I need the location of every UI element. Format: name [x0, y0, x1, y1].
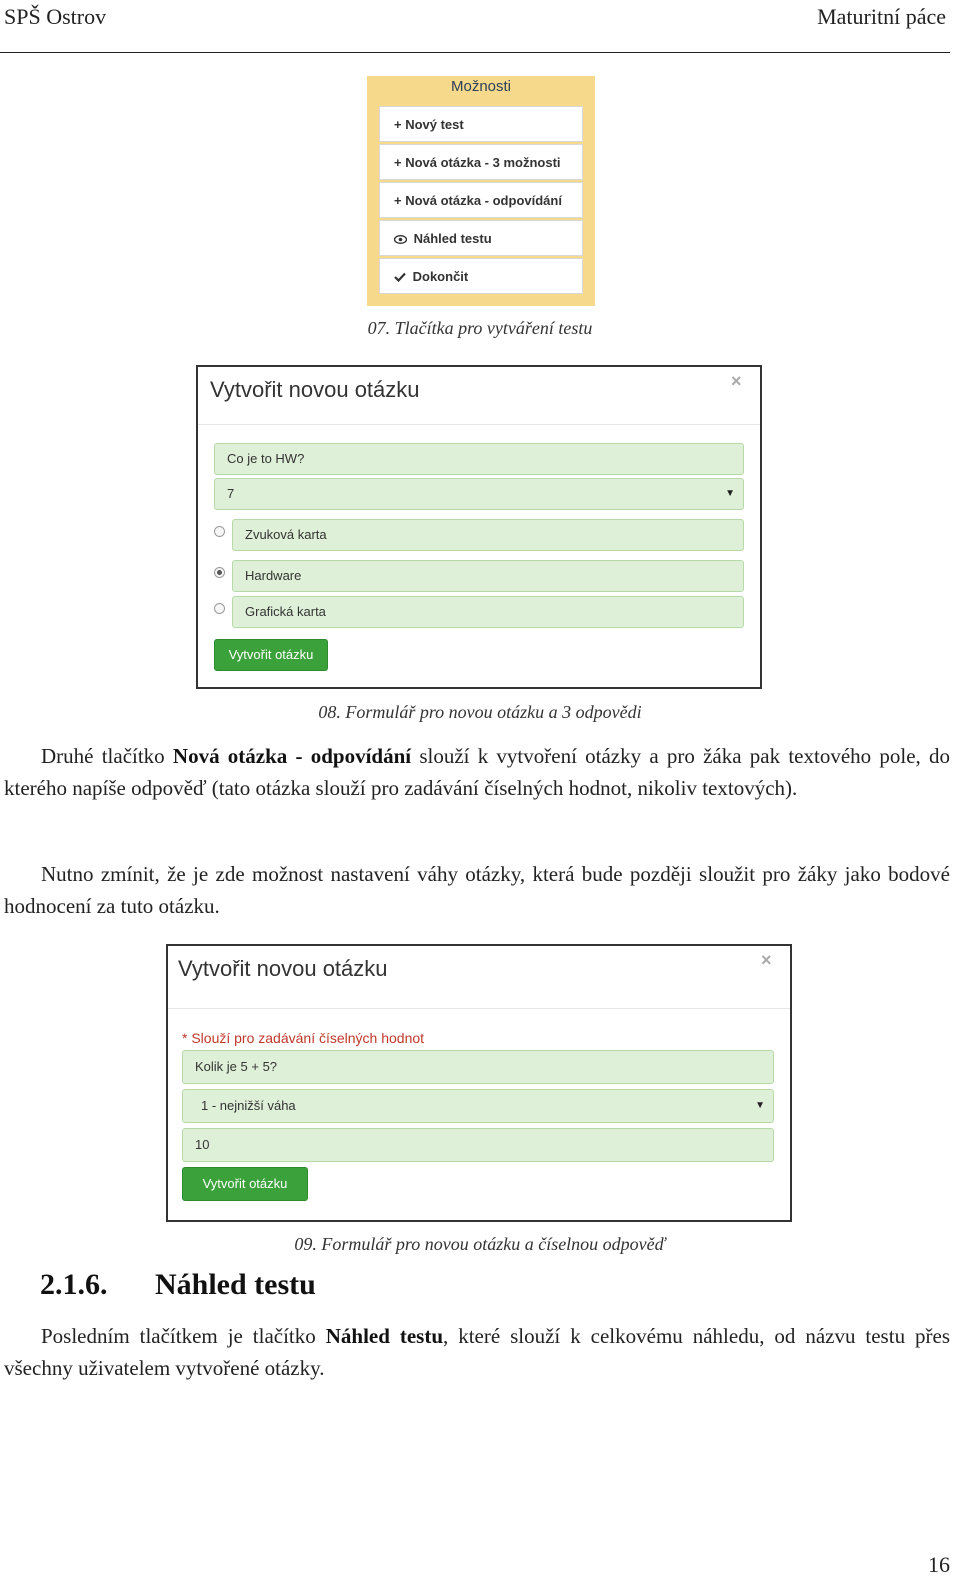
weight-select-value: 7 [227, 486, 235, 501]
question-input[interactable]: Kolik je 5 + 5? [182, 1050, 774, 1084]
question-input[interactable]: Co je to HW? [214, 443, 744, 475]
paragraph-3-start: Posledním tlačítkem je tlačítko [41, 1324, 326, 1348]
paragraph-3-end: , které slouží k celkovému náhledu, od názvu testu přes všechny uživatelem vytvořené otázky. [4, 1324, 950, 1380]
preview-test-label: Náhled testu [413, 231, 492, 246]
new-question-modal-1 [196, 365, 762, 689]
preview-test-button[interactable] [379, 220, 583, 256]
answer-2-input[interactable]: Hardware [232, 560, 744, 592]
weight-select[interactable] [182, 1089, 774, 1123]
paragraph-3 [4, 1320, 950, 1384]
new-test-label: + Nový test [394, 117, 464, 132]
answer-3-radio[interactable] [214, 603, 225, 614]
caption-08: 08. Formulář pro novou otázku a 3 odpovědi [318, 702, 642, 722]
weight-select[interactable] [214, 478, 744, 510]
header-left: SPŠ Ostrov [4, 4, 107, 29]
paragraph-2: Nutno zmínit, že je zde možnost nastavení váhy otázky, která bude později sloužit pro žáky jako bodové hodnocení za tuto otázku. [4, 862, 950, 918]
paragraph-1-bold: Nová otázka - odpovídání [172, 744, 412, 768]
finish-button[interactable] [379, 258, 583, 294]
answer-3-input[interactable]: Grafická karta [232, 596, 744, 628]
header-right: Maturitní páce [817, 4, 946, 29]
eye-icon [394, 231, 414, 246]
page-number: 16 [928, 1552, 950, 1577]
answer-1-radio[interactable] [214, 526, 225, 537]
new-question-answer-button[interactable] [379, 182, 583, 218]
section-title: Náhled testu [155, 1268, 316, 1301]
answer-input[interactable]: 10 [182, 1128, 774, 1162]
modal-2-divider [168, 1008, 790, 1009]
create-question-button[interactable]: Vytvořit otázku [214, 639, 328, 671]
weight-select-value: 1 - nejnižší váha [201, 1098, 296, 1113]
new-question-3-options-button[interactable] [379, 144, 583, 180]
paragraph-1 [4, 740, 950, 804]
close-icon[interactable]: × [761, 950, 772, 970]
new-question-3-options-label: + Nová otázka - 3 možnosti [394, 155, 561, 170]
header-rule [0, 52, 950, 53]
options-title: Možnosti [450, 78, 512, 95]
options-panel [367, 76, 595, 306]
paragraph-3-bold: Náhled testu [325, 1324, 443, 1348]
section-number: 2.1.6. [40, 1268, 108, 1301]
paragraph-1-end: slouží k vytvoření otázky a pro žáka pak textového pole, do kterého napíše odpověď (tato otázka slouží pro zadávání číselných hodnot, nikoliv textových). [4, 744, 950, 800]
caret-down-icon: ▼ [725, 488, 735, 499]
caret-down-icon: ▼ [755, 1100, 765, 1111]
caption-09: 09. Formulář pro novou otázku a číselnou odpověď [294, 1234, 666, 1254]
modal-2-title: Vytvořit novou otázku [178, 956, 388, 981]
paragraph-1-start: Druhé tlačítko [41, 744, 173, 768]
answer-1-input[interactable]: Zvuková karta [232, 519, 744, 551]
close-icon[interactable]: × [731, 371, 742, 391]
create-question-button[interactable]: Vytvořit otázku [182, 1167, 308, 1201]
new-question-modal-2 [166, 944, 792, 1222]
check-icon [394, 269, 413, 284]
new-question-answer-label: + Nová otázka - odpovídání [394, 193, 562, 208]
caption-07: 07. Tlačítka pro vytváření testu [367, 318, 593, 338]
answer-2-radio[interactable] [214, 567, 225, 578]
modal-1-title: Vytvořit novou otázku [210, 377, 420, 402]
numeric-note: * Slouží pro zadávání číselných hodnot [182, 1030, 425, 1046]
modal-1-divider [198, 424, 760, 425]
new-test-button[interactable] [379, 106, 583, 142]
finish-label: Dokončit [412, 269, 469, 284]
